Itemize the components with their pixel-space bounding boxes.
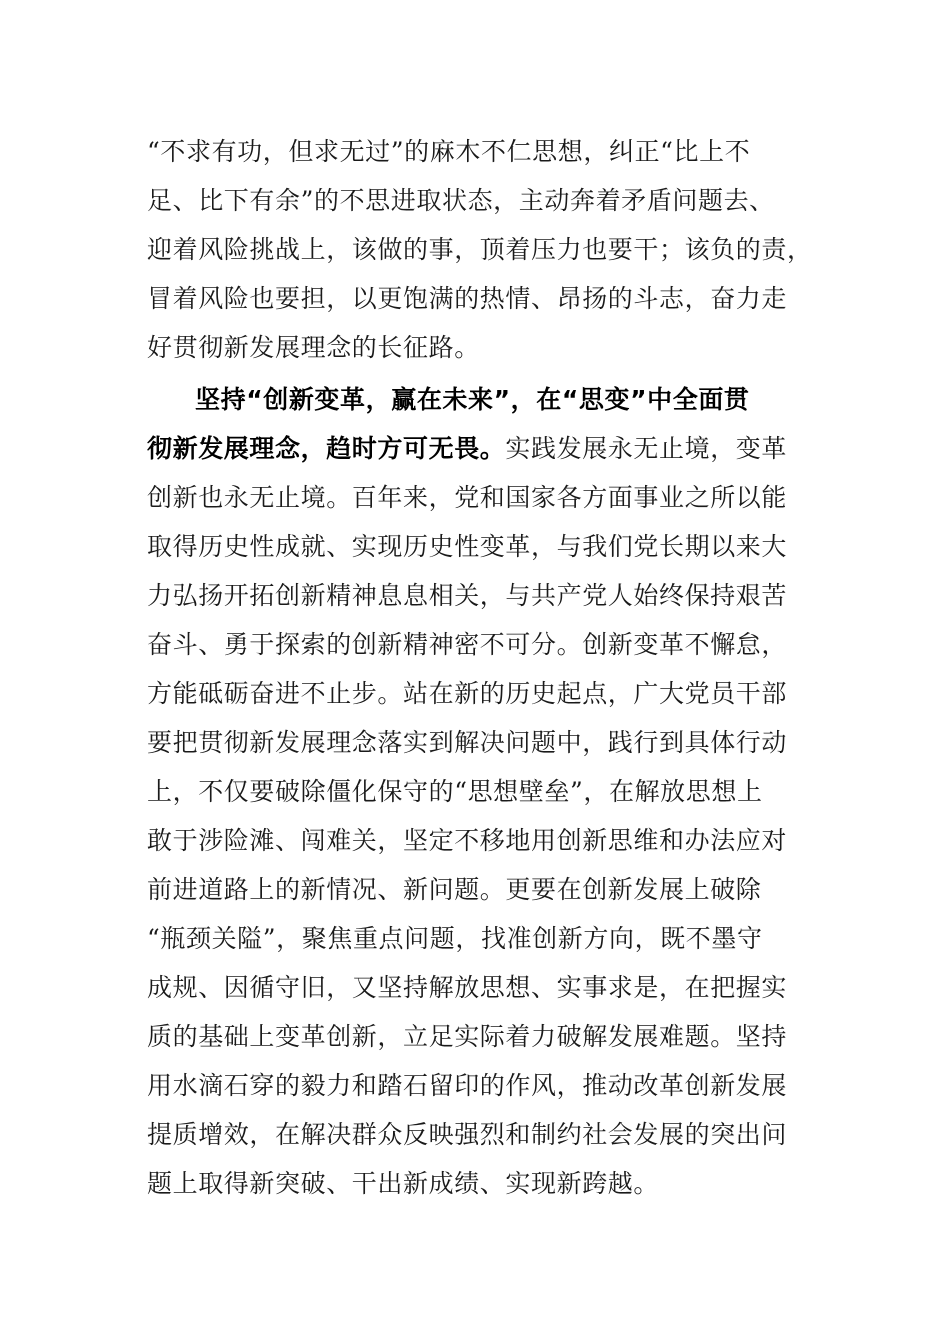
- paragraph-line: 用水滴石穿的毅力和踏石留印的作风，推动改革创新发展: [147, 1071, 788, 1100]
- paragraph-line: “瓶颈关隘”，聚焦重点问题，找准创新方向，既不墨守: [147, 924, 763, 953]
- paragraph-line: 成规、因循守旧，又坚持解放思想、实事求是，在把握实: [147, 973, 788, 1002]
- paragraph-line: 冒着风险也要担，以更饱满的热情、昂扬的斗志，奋力走: [147, 284, 788, 313]
- paragraph-line: 足、比下有余”的不思进取状态，主动奔着矛盾问题去、: [147, 186, 775, 215]
- paragraph-line: 题上取得新突破、干出新成绩、实现新跨越。: [147, 1169, 660, 1198]
- paragraph-text: 实践发展永无止境，变革: [505, 434, 788, 463]
- paragraph-line: 奋斗、勇于探索的创新精神密不可分。创新变革不懈怠，: [147, 630, 788, 659]
- paragraph-line: 敢于涉险滩、闯难关，坚定不移地用创新思维和办法应对: [147, 826, 788, 855]
- paragraph-line: 方能砥砺奋进不止步。站在新的历史起点，广大党员干部: [147, 679, 788, 708]
- paragraph-line: 前进道路上的新情况、新问题。更要在创新发展上破除: [147, 875, 762, 904]
- paragraph-line: 取得历史性成就、实现历史性变革，与我们党长期以来大: [147, 532, 788, 561]
- paragraph-line: “不求有功，但求无过”的麻木不仁思想，纠正“比上不: [147, 137, 751, 166]
- paragraph-line: 质的基础上变革创新，立足实际着力破解发展难题。坚持: [147, 1022, 788, 1051]
- paragraph-line: 好贯彻新发展理念的长征路。: [147, 333, 480, 362]
- section-heading-line: 坚持“创新变革，赢在未来”，在“思变”中全面贯: [195, 385, 750, 414]
- paragraph-line: 提质增效，在解决群众反映强烈和制约社会发展的突出问: [147, 1120, 788, 1149]
- paragraph-line: 创新也永无止境。百年来，党和国家各方面事业之所以能: [147, 483, 788, 512]
- section-heading-tail: 彻新发展理念，趋时方可无畏。: [147, 434, 506, 463]
- paragraph-line: 上，不仅要破除僵化保守的“思想壁垒”，在解放思想上: [147, 777, 763, 806]
- paragraph-line: 要把贯彻新发展理念落实到解决问题中，践行到具体行动: [147, 728, 788, 757]
- paragraph-line: 力弘扬开拓创新精神息息相关，与共产党人始终保持艰苦: [147, 581, 788, 610]
- section-heading-line-2: [147, 429, 787, 469]
- paragraph-line: 迎着风险挑战上，该做的事，顶着压力也要干；该负的责，: [147, 235, 813, 264]
